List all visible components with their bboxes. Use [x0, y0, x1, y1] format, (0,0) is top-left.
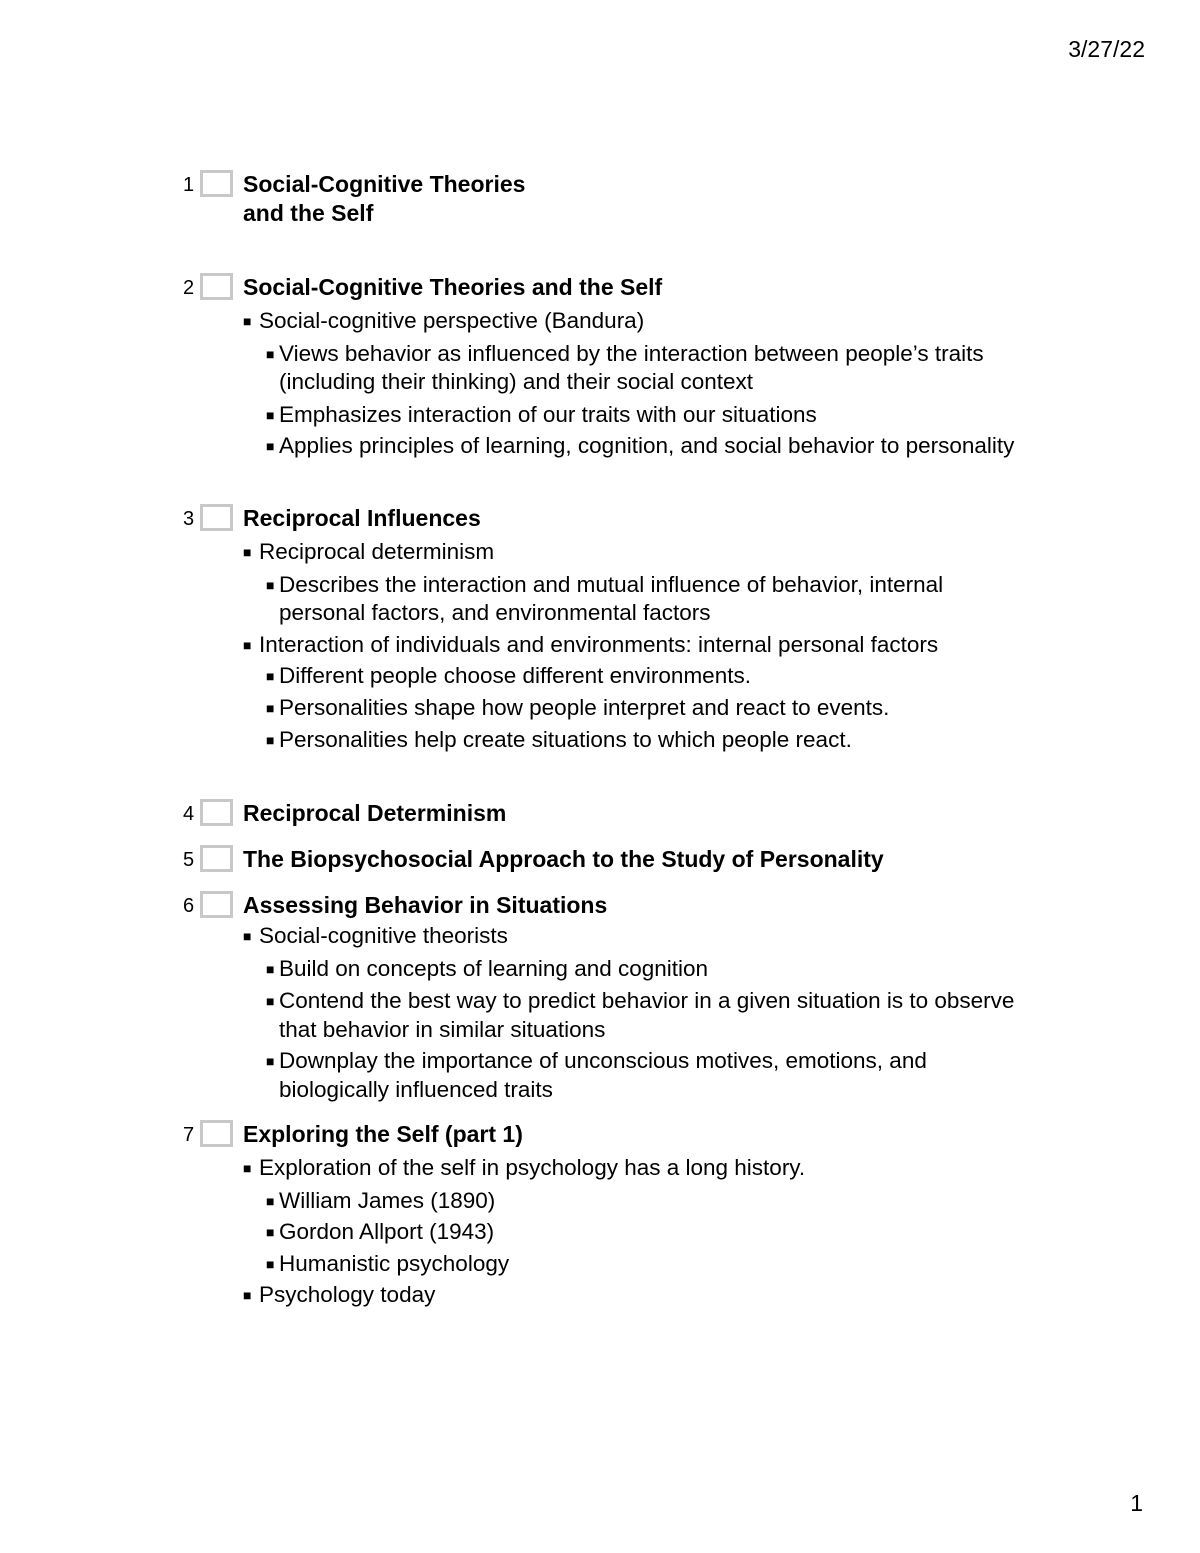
- bullet-item: ■ Emphasizes interaction of our traits with our situations: [279, 401, 1019, 430]
- bullet-item: ■ Applies principles of learning, cognition, and social behavior to personality: [279, 432, 1019, 461]
- bullet-marker-icon: ■: [266, 960, 275, 977]
- bullet-marker-icon: ■: [266, 438, 275, 454]
- slide-bullets: [0, 925, 1200, 1104]
- slide-title: Exploring the Self (part 1): [243, 1121, 523, 1147]
- bullet-item: ■ Downplay the importance of unconscious motives, emotions, and biologically influenced traits: [266, 1048, 927, 1102]
- bullet-item: ■ Exploration of the self in psychology has a long history.: [259, 1154, 959, 1183]
- slide-title: Social-Cognitive Theories and the Self: [243, 171, 526, 226]
- bullet-item: ■ Views behavior as influenced by the interaction between people’s traits (including their thinking) and their social context: [266, 340, 984, 394]
- slide-number: 4: [183, 803, 195, 825]
- bullet-marker-icon: ■: [243, 1287, 252, 1303]
- bullet-marker-icon: ■: [266, 576, 275, 593]
- slide-bullets: [0, 1154, 1200, 1310]
- bullet-marker-icon: ■: [243, 1160, 252, 1176]
- slide-number: 3: [183, 508, 195, 530]
- slide-bullets: [0, 538, 1200, 755]
- slide-number: 6: [183, 895, 195, 917]
- bullet-marker-icon: ■: [243, 313, 252, 329]
- slide-title: Reciprocal Influences: [243, 505, 481, 531]
- slide-title: The Biopsychosocial Approach to the Study of Personality: [243, 846, 884, 872]
- bullet-marker-icon: ■: [266, 668, 275, 684]
- slide-thumbnail-checkbox[interactable]: [200, 170, 233, 197]
- bullet-marker-icon: ■: [266, 406, 275, 423]
- bullet-marker-icon: ■: [243, 636, 252, 653]
- bullet-marker-icon: ■: [266, 732, 275, 748]
- bullet-marker-icon: ■: [266, 1192, 275, 1209]
- bullet-item: ■ Contend the best way to predict behavior in a given situation is to observe that behavior in similar situations: [266, 988, 1015, 1042]
- slide-thumbnail-checkbox[interactable]: [200, 1120, 233, 1147]
- bullet-item: ■ Reciprocal determinism: [259, 538, 959, 567]
- slide-number: 7: [183, 1124, 195, 1146]
- bullet-item: ■ Social-cognitive perspective (Bandura): [259, 307, 959, 336]
- bullet-item: ■ Interaction of individuals and environments: internal personal factors: [259, 631, 959, 660]
- slide-number: 1: [183, 174, 195, 196]
- document-date: 3/27/22: [1068, 36, 1145, 62]
- slide-thumbnail-checkbox[interactable]: [200, 273, 233, 300]
- bullet-item: ■ Build on concepts of learning and cognition: [279, 955, 1019, 984]
- slide-thumbnail-checkbox[interactable]: [200, 504, 233, 531]
- bullet-marker-icon: ■: [266, 1224, 275, 1240]
- slide-title: Social-Cognitive Theories and the Self: [243, 274, 663, 300]
- bullet-marker-icon: ■: [243, 928, 252, 944]
- bullet-marker-icon: ■: [266, 993, 275, 1009]
- bullet-item: ■ Gordon Allport (1943): [279, 1218, 1019, 1247]
- slide-number: 2: [183, 277, 195, 299]
- bullet-marker-icon: ■: [266, 699, 275, 716]
- bullet-item: ■ Different people choose different environments.: [279, 662, 1019, 691]
- slide-title: Assessing Behavior in Situations: [243, 892, 608, 918]
- bullet-marker-icon: ■: [266, 345, 275, 362]
- bullet-marker-icon: ■: [266, 1053, 275, 1069]
- bullet-item: ■ Personalities help create situations to which people react.: [279, 726, 1019, 755]
- slide-thumbnail-checkbox[interactable]: [200, 799, 233, 826]
- bullet-item: ■ Describes the interaction and mutual influence of behavior, internal personal factors, and environmental factors: [266, 571, 944, 625]
- slide-title: Reciprocal Determinism: [243, 800, 507, 826]
- bullet-item: ■ Personalities shape how people interpret and react to events.: [279, 694, 1019, 723]
- slide-thumbnail-checkbox[interactable]: [200, 845, 233, 872]
- bullet-marker-icon: ■: [243, 544, 252, 560]
- slide-thumbnail-checkbox[interactable]: [200, 891, 233, 918]
- page-number: 1: [1130, 1490, 1143, 1516]
- bullet-item: ■ Psychology today: [259, 1281, 959, 1310]
- bullet-item: ■ William James (1890): [279, 1187, 1019, 1216]
- slide-number: 5: [183, 849, 195, 871]
- bullet-item: ■ Humanistic psychology: [279, 1250, 1019, 1279]
- bullet-item: ■ Social-cognitive theorists: [259, 922, 959, 951]
- bullet-marker-icon: ■: [266, 1255, 275, 1272]
- slide-bullets: [0, 307, 1200, 461]
